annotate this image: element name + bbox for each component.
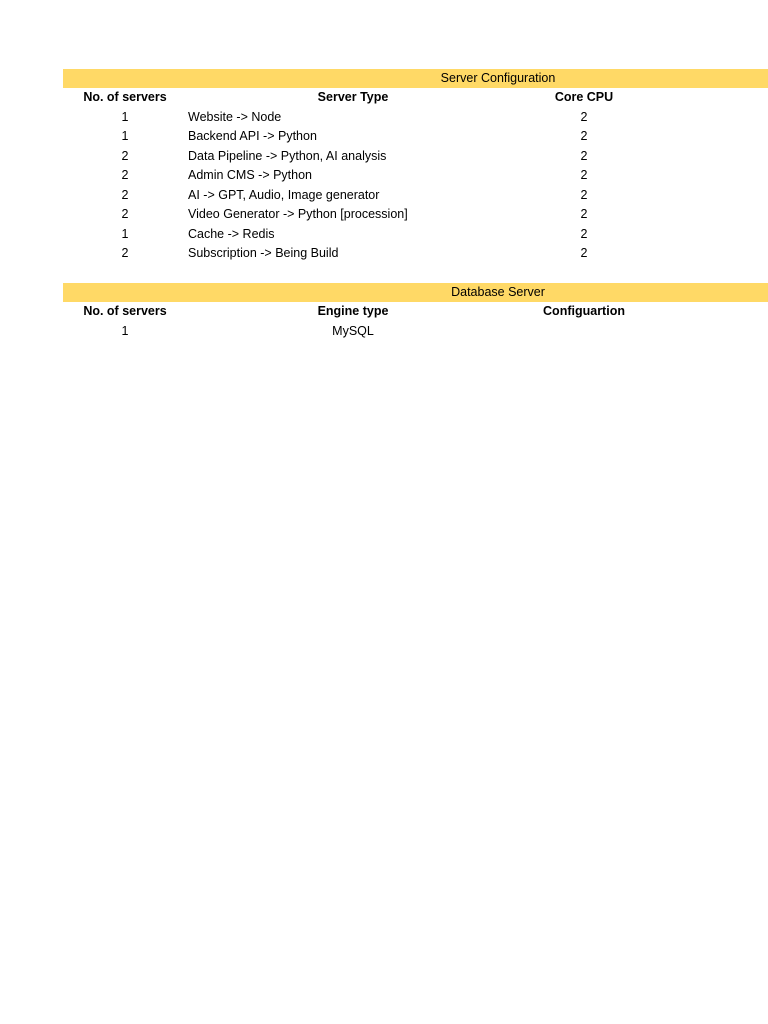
server-type-cell: Video Generator -> Python [procession] (188, 207, 408, 221)
server-configuration-banner: Server Configuration (63, 69, 768, 88)
server-type-cell: Data Pipeline -> Python, AI analysis (188, 148, 387, 163)
server-type-cell: Website -> Node (188, 109, 282, 124)
server-type-cell: Backend API -> Python (188, 129, 317, 143)
table-row: 2 Admin CMS -> Python 2 (63, 166, 768, 186)
database-server-section (63, 283, 768, 341)
server-type-cell: Admin CMS -> Python (188, 168, 313, 182)
server-type-cell: Cache -> Redis (188, 226, 275, 241)
table-row: 1 Website -> Node 2 (63, 108, 768, 128)
table-row: 2 AI -> GPT, Audio, Image generator 2 (63, 186, 768, 206)
server-type-cell: Subscription -> Being Build (188, 246, 339, 260)
table-row: 2 Data Pipeline -> Python, AI analysis 2 (63, 147, 768, 167)
table-row: 1 MySQL (121, 323, 374, 338)
table-row: 2 Subscription -> Being Build 2 (63, 244, 768, 264)
table-row: 1 Backend API -> Python 2 (63, 127, 768, 147)
database-server-header-row: No. of servers Engine type Configuartion (83, 304, 625, 318)
server-configuration-header-row: No. of servers Server Type Core CPU (83, 90, 614, 104)
server-configuration-section (63, 69, 768, 264)
server-type-cell: AI -> GPT, Audio, Image generator (188, 187, 380, 202)
table-row: 2 Video Generator -> Python [procession] 2 (63, 205, 768, 225)
table-row: 1 Cache -> Redis 2 (63, 225, 768, 245)
database-server-banner: Database Server (63, 283, 768, 302)
